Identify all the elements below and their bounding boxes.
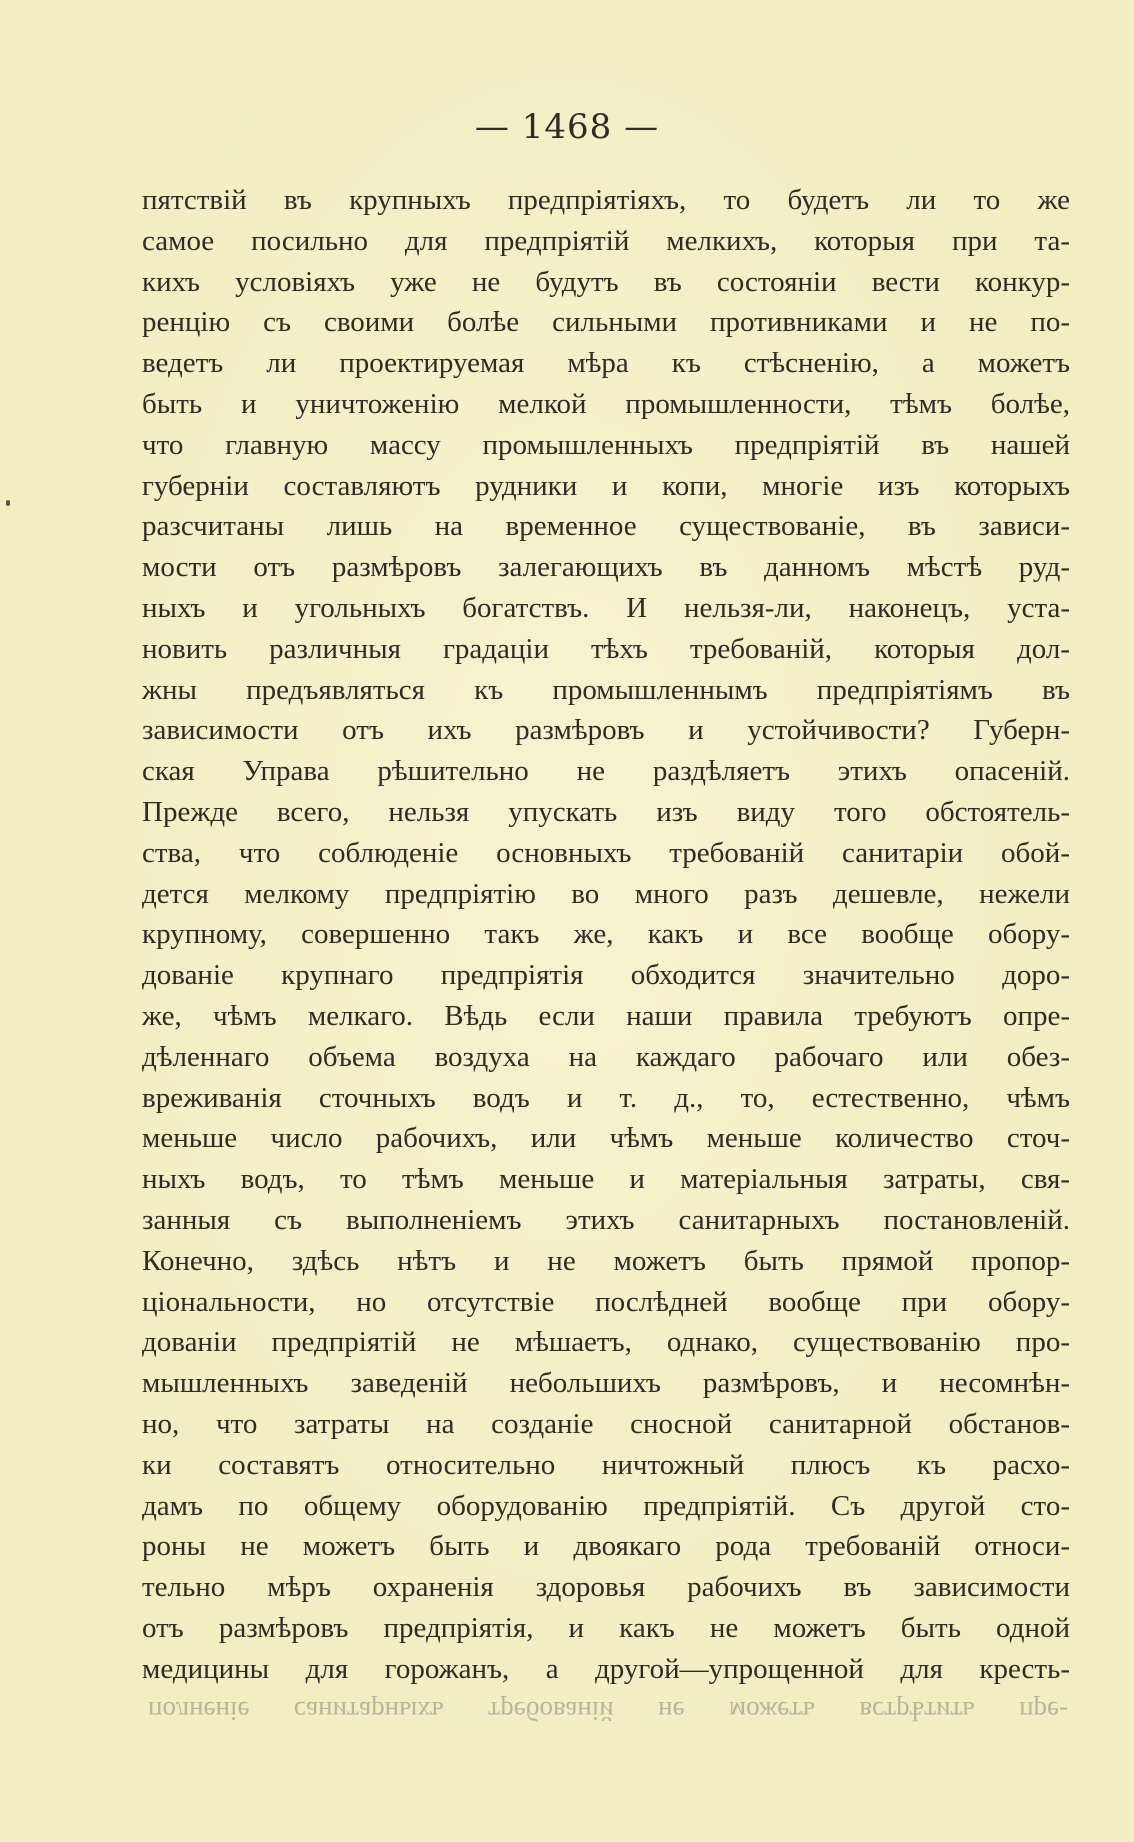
- text-line: ренцію съ своими болѣе сильными противниками и не по-: [142, 306, 1070, 339]
- text-line: ныхъ водъ, то тѣмъ меньше и матеріальныя затраты, свя-: [142, 1163, 1070, 1196]
- body-text: [142, 180, 1070, 1689]
- text-line: дѣленнаго объема воздуха на каждаго рабочаго или обез-: [142, 1040, 1070, 1073]
- text-line: Прежде всего, нельзя упускать изъ виду того обстоятель-: [142, 795, 1070, 828]
- text-line: занныя съ выполненіемъ этихъ санитарныхъ постановленій.: [142, 1203, 1070, 1236]
- text-line: отъ размѣровъ предпріятія, и какъ не можетъ быть одной: [142, 1611, 1070, 1644]
- text-line: дамъ по общему оборудованію предпріятій. Съ другой сто-: [142, 1489, 1070, 1522]
- text-line: ки составятъ относительно ничтожный плюсъ къ расхо-: [142, 1448, 1070, 1481]
- page-number: — 1468 —: [474, 107, 660, 147]
- text-line: ціональности, но отсутствіе послѣдней вообще при обору-: [142, 1285, 1070, 1318]
- text-line: же, чѣмъ мелкаго. Вѣдь если наши правила требуютъ опре-: [142, 999, 1070, 1032]
- bleed-through-text: полненіе санитарныхъ требованій не можетъ встрѣтить пре-: [148, 1696, 1068, 1726]
- text-line: ныхъ и угольныхъ богатствъ. И нельзя-ли, наконецъ, уста-: [142, 591, 1070, 624]
- text-line: самое посильно для предпріятій мелкихъ, которыя при та-: [142, 224, 1070, 257]
- text-line: роны не можетъ быть и двоякаго рода требованій относи-: [142, 1530, 1070, 1563]
- text-line: жны предъявляться къ промышленнымъ предпріятіямъ въ: [142, 673, 1070, 706]
- text-line: медицины для горожанъ, а другой—упрощенной для кресть-: [142, 1652, 1070, 1685]
- text-line: новить различныя градаціи тѣхъ требованій, которыя дол-: [142, 632, 1070, 665]
- text-line: кихъ условіяхъ уже не будутъ въ состояніи вести конкур-: [142, 265, 1070, 298]
- text-line: что главную массу промышленныхъ предпріятій въ нашей: [142, 428, 1070, 461]
- text-line: тельно мѣръ охраненія здоровья рабочихъ въ зависимости: [142, 1571, 1070, 1604]
- text-line: дется мелкому предпріятію во много разъ дешевле, нежели: [142, 877, 1070, 910]
- text-line: но, что затраты на созданіе сносной санитарной обстанов-: [142, 1407, 1070, 1440]
- text-line: разсчитаны лишь на временное существованіе, въ зависи-: [142, 510, 1070, 543]
- text-line: зависимости отъ ихъ размѣровъ и устойчивости? Губерн-: [142, 714, 1070, 747]
- text-line: губерніи составляютъ рудники и копи, многіе изъ которыхъ: [142, 469, 1070, 502]
- text-line: дованіе крупнаго предпріятія обходится значительно доро-: [142, 959, 1070, 992]
- text-line: ская Управа рѣшительно не раздѣляетъ этихъ опасеній.: [142, 755, 1070, 788]
- text-line: крупному, совершенно такъ же, какъ и все вообще обору-: [142, 918, 1070, 951]
- text-line: быть и уничтоженію мелкой промышленности, тѣмъ болѣе,: [142, 387, 1070, 420]
- text-line: вреживанія сточныхъ водъ и т. д., то, естественно, чѣмъ: [142, 1081, 1070, 1114]
- text-line: меньше число рабочихъ, или чѣмъ меньше количество сточ-: [142, 1122, 1070, 1155]
- text-line: мости отъ размѣровъ залегающихъ въ данномъ мѣстѣ руд-: [142, 551, 1070, 584]
- text-line: пятствій въ крупныхъ предпріятіяхъ, то будетъ ли то же: [142, 184, 1070, 216]
- margin-mark: [6, 500, 10, 506]
- text-line: мышленныхъ заведеній небольшихъ размѣровъ, и несомнѣн-: [142, 1367, 1070, 1400]
- text-line: Конечно, здѣсь нѣтъ и не можетъ быть прямой пропор-: [142, 1244, 1070, 1277]
- text-line: дованіи предпріятій не мѣшаетъ, однако, существованію про-: [142, 1326, 1070, 1359]
- text-line: ства, что соблюденіе основныхъ требованій санитаріи обой-: [142, 836, 1070, 869]
- text-line: ведетъ ли проектируемая мѣра къ стѣсненію, а можетъ: [142, 347, 1070, 380]
